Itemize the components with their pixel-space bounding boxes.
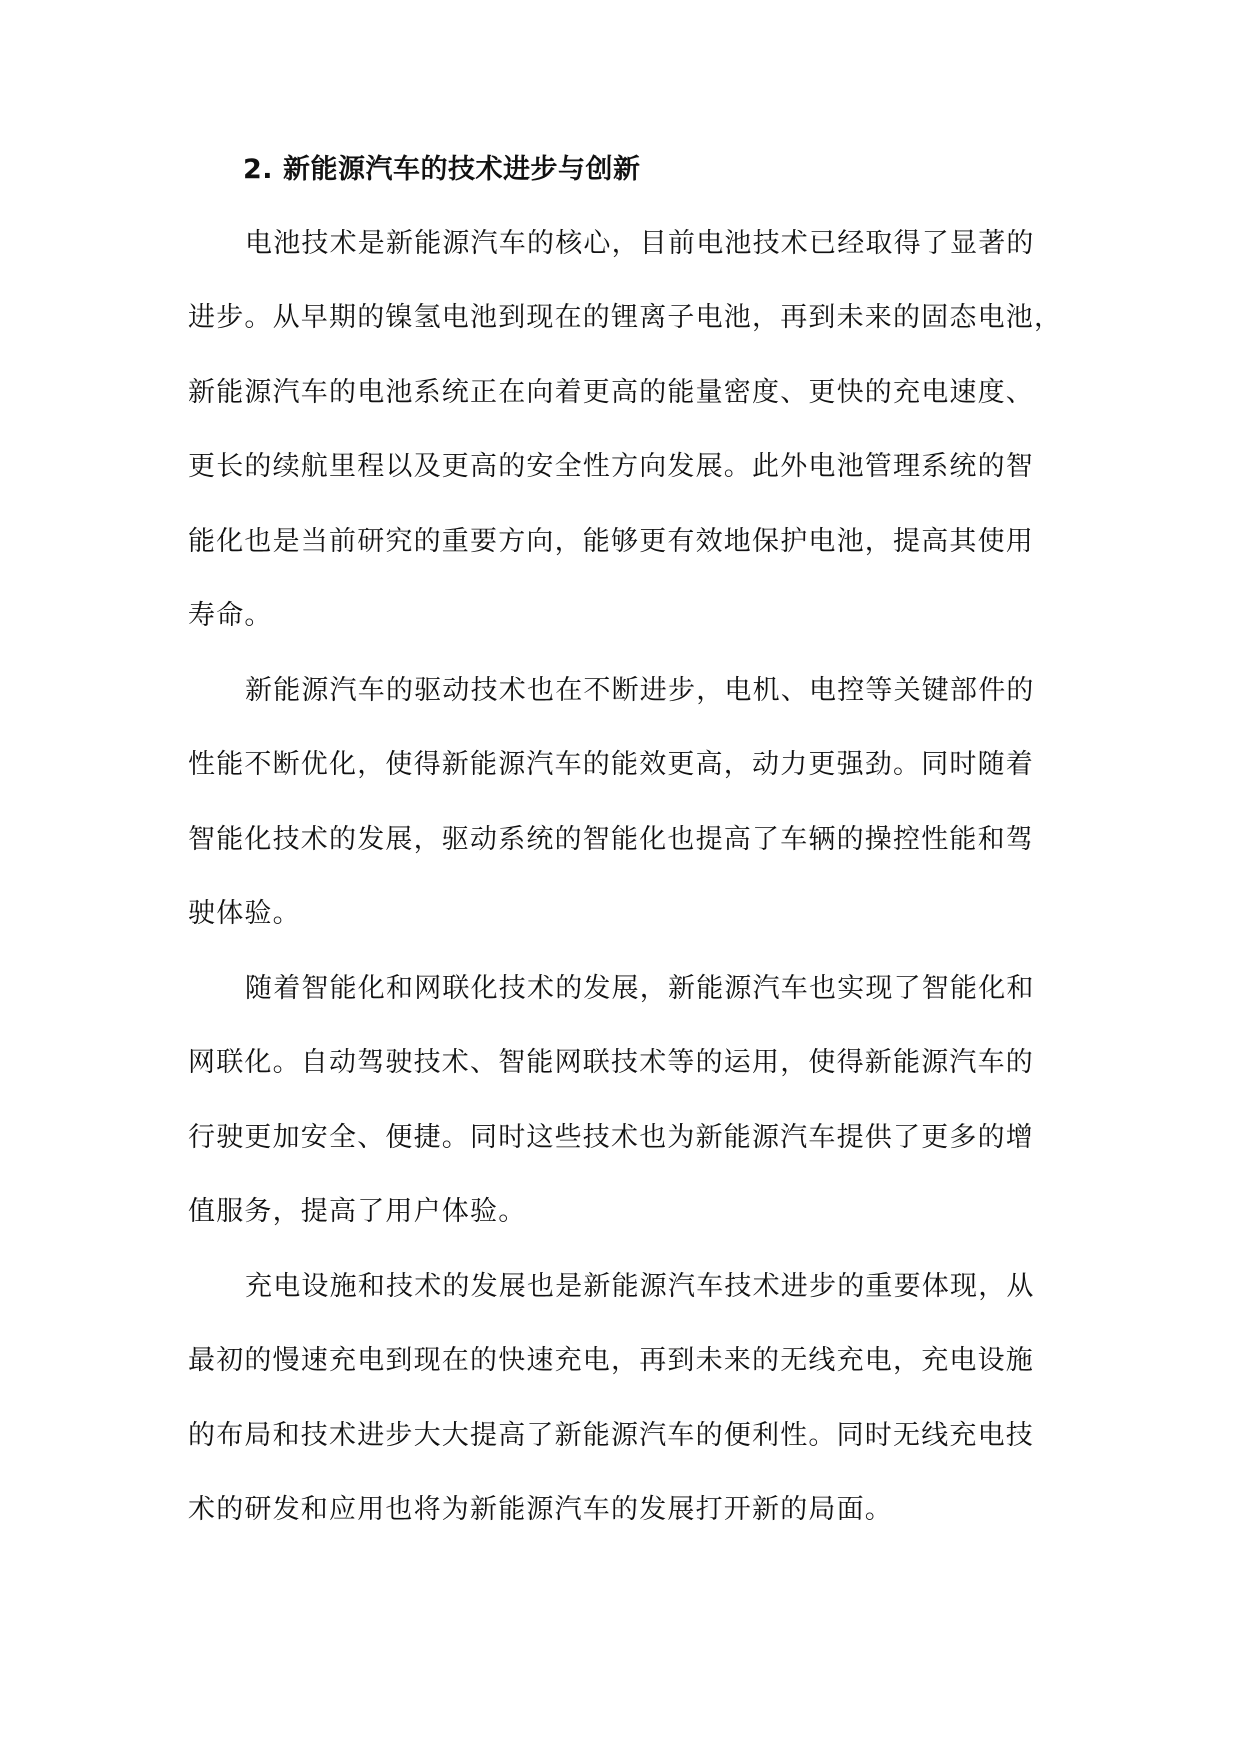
paragraph-2-line-3: 智能化技术的发展，驱动系统的智能化也提高了车辆的操控性能和驾 — [188, 824, 1034, 855]
paragraph-1-line-6: 寿命。 — [188, 600, 273, 631]
paragraph-3-line-1: 随着智能化和网联化技术的发展，新能源汽车也实现了智能化和 — [245, 973, 1035, 1004]
paragraph-3-line-2: 网联化。自动驾驶技术、智能网联技术等的运用，使得新能源汽车的 — [188, 1047, 1034, 1078]
paragraph-4-line-1: 充电设施和技术的发展也是新能源汽车技术进步的重要体现，从 — [245, 1271, 1035, 1302]
paragraph-4-line-3: 的布局和技术进步大大提高了新能源汽车的便利性。同时无线充电技 — [188, 1420, 1034, 1451]
paragraph-1-line-2: 进步。从早期的镍氢电池到现在的锂离子电池，再到未来的固态电池， — [188, 302, 1063, 333]
paragraph-4-line-2: 最初的慢速充电到现在的快速充电，再到未来的无线充电，充电设施 — [188, 1345, 1034, 1376]
paragraph-3-line-3: 行驶更加安全、便捷。同时这些技术也为新能源汽车提供了更多的增 — [188, 1122, 1034, 1153]
paragraph-4-line-4: 术的研发和应用也将为新能源汽车的发展打开新的局面。 — [188, 1494, 893, 1525]
paragraph-1-line-5: 能化也是当前研究的重要方向，能够更有效地保护电池，提高其使用 — [188, 526, 1034, 557]
paragraph-2-line-2: 性能不断优化，使得新能源汽车的能效更高，动力更强劲。同时随着 — [188, 749, 1034, 780]
paragraph-1-line-4: 更长的续航里程以及更高的安全性方向发展。此外电池管理系统的智 — [188, 451, 1034, 482]
paragraph-1-line-3: 新能源汽车的电池系统正在向着更高的能量密度、更快的充电速度、 — [188, 377, 1034, 408]
paragraph-1-line-1: 电池技术是新能源汽车的核心，目前电池技术已经取得了显著的 — [245, 228, 1035, 259]
paragraph-2-line-1: 新能源汽车的驱动技术也在不断进步，电机、电控等关键部件的 — [245, 675, 1035, 706]
paragraph-3-line-4: 值服务，提高了用户体验。 — [188, 1196, 527, 1227]
paragraph-2-line-4: 驶体验。 — [188, 898, 301, 929]
section-heading: 2. 新能源汽车的技术进步与创新 — [243, 154, 641, 185]
